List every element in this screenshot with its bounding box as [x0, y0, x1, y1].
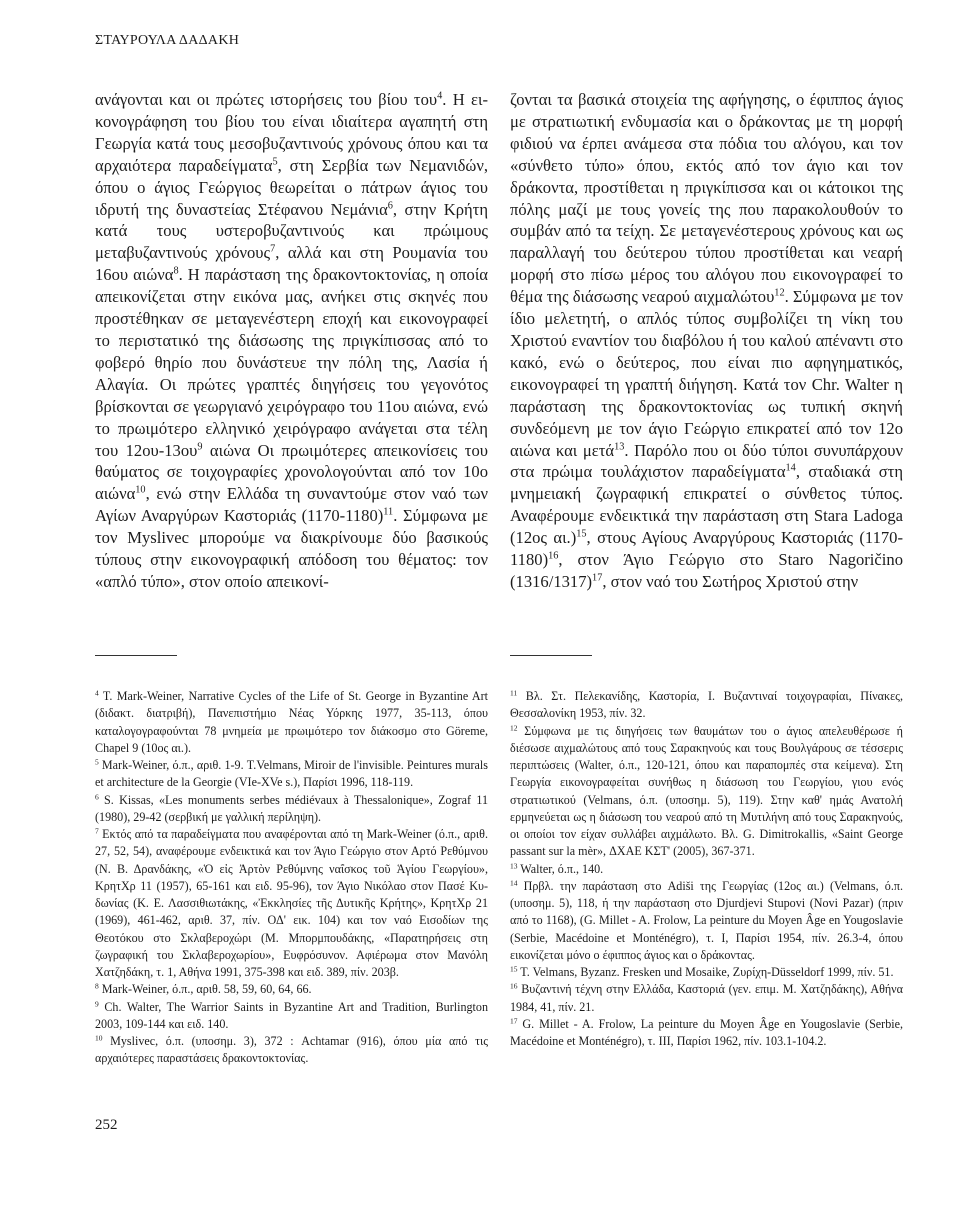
- footnote-number: 11: [510, 688, 518, 698]
- footnote-text: G. Millet - A. Frolow, La peinture du Moyen Âge en Yougoslavie (Serbie, Macédoine et Monténégro), τ. III, Παρίσι 1962, πίν. 103.1-104.2.: [510, 1016, 903, 1048]
- footnote-reference: 10: [135, 484, 146, 496]
- footnote-number: 14: [510, 878, 518, 888]
- footnote: [95, 757, 488, 792]
- body-paragraph: [510, 89, 903, 593]
- footnote-reference: 7: [270, 243, 276, 255]
- footnote: [510, 964, 903, 981]
- footnote: [510, 723, 903, 861]
- footnote-reference: 6: [387, 200, 393, 212]
- footnote: [510, 688, 903, 723]
- footnote: [510, 981, 903, 1016]
- footnote-text: Βυζαντινή τέχνη στην Ελλάδα, Καστοριά (γεν. επιμ. Μ. Χατζηδάκης), Αθήνα 1984, 41, πίν. 21.: [510, 982, 903, 1014]
- footnote-reference: 4: [437, 90, 443, 102]
- footnote-text: Βλ. Στ. Πελεκανίδης, Καστορία, Ι. Βυζαντιναί τοιχογραφίαι, Πίνακες, Θεσσαλονίκη 1953, πίν. 32.: [510, 689, 903, 721]
- footnote-number: 4: [95, 688, 99, 698]
- footnote-reference: 12: [774, 287, 785, 299]
- body-text: , στους Αγίους Αναργύρους Καστοριάς (1170-1180): [510, 528, 904, 570]
- body-text: . Η εικονογράφηση του βίου του είναι ιδιαίτερα αγαπητή στη Γεωργία κατά τους μεσοβυζαντινούς χρόνους όπου και τα αρχαιότερα παραδείγματα: [95, 90, 488, 175]
- footnote-text: T. Mark-Weiner, Narrative Cycles of the Life of St. George in Byzantine Art (διδακτ. διατριβή), Πανεπιστήμιο Νέας Υόρκης 1977, 35-113, όπου καταλογογραφούνται 78 μνημεία με πρωιμότερο τον διάκοσμο στο Göreme, Chapel 9 (10ος αι.).: [95, 689, 488, 755]
- footnote-reference: 11: [383, 506, 394, 518]
- footnote-rule-left: [95, 655, 177, 656]
- body-column-right: [510, 89, 903, 593]
- footnote-text: Walter, ό.π., 140.: [517, 861, 604, 876]
- footnote: [95, 981, 488, 998]
- body-text: αιώνα Οι πρωιμότερες απεικονίσεις του θαύματος σε τοιχογραφίες χρονολογούνται από τον 10ο αιώνα: [95, 440, 488, 504]
- body-text: , ενώ στην Ελλάδα τη συναντούμε στον ναό των Αγίων Αναργύρων Καστοριάς (1170-1180): [95, 484, 488, 526]
- footnote-reference: 15: [576, 528, 587, 540]
- footnote-number: 17: [510, 1016, 518, 1026]
- footnote-rule-right: [510, 655, 592, 656]
- footnote: [95, 688, 488, 757]
- footnote-text: T. Velmans, Byzanz. Fresken und Mosaike, Ζυρίχη-Düsseldorf 1999, πίν. 51.: [517, 965, 894, 979]
- body-text: , στον Άγιο Γεώργιο στο Staro Nagoričino (1316/1317): [510, 550, 903, 591]
- running-head: ΣΤΑΥΡΟΥΛΑ ΔΑΔΑΚΗ: [95, 33, 240, 48]
- footnote-number: 7: [95, 826, 99, 836]
- body-text: , στον ναό του Σωτήρος Χριστού στην: [602, 571, 859, 591]
- footnote-text: Mark-Weiner, ό.π., αριθ. 58, 59, 60, 64, 66.: [98, 982, 312, 997]
- footnote-reference: 13: [614, 441, 625, 453]
- body-text: , αλλά και στη Ρουμανία του 16ου αιώνα: [95, 243, 488, 285]
- footnote-number: 6: [95, 791, 99, 801]
- page-number: 252: [95, 1117, 118, 1133]
- body-text: . Παρόλο που οι δύο τύποι συνυπάρχουν στα πρώιμα τουλάχιστον παραδείγματα: [510, 440, 903, 482]
- footnote-reference: 5: [272, 156, 278, 168]
- footnote-number: 13: [510, 860, 518, 870]
- footnote-text: Εκτός από τα παραδείγματα που αναφέρονται από τη Mark-Weiner (ό.π., αριθ. 27, 52, 54), αναφέρουμε ενδεικτικά και τον Άγιο Γεώργιο στον Αρτό Ρεθύμνου (Ν. Β. Δρανδάκης, «Ὁ εἰς Ἀρτὸν Ρεθύμνης ναΐσκος τοῦ Ἁγίου Γεωργίου», ΚρητΧρ 11 (1957), 65-161 και ειδ. 95-96), τον Άγιο Νικόλαο στον Πασέ Κυδωνίας (Κ. Ε. Λασσιθιωτάκης, «Ἐκκλησίες τῆς Δυτικῆς Κρήτης», ΚρητΧρ 21 (1969), 461-462, αριθ. 37, πίν. ΟΔ' εικ. 104) και τον ναό Εισοδίων της Θεοτόκου στο Σκλαβεροχώρι (Μ. Μπορμπουδάκης, «Παρατηρήσεις στη ζωγραφική του Σκλαβεροχωρίου», Ευφρόσυνον. Αφιέρωμα στον Μανόλη Χατζηδάκη, τ. 1, Αθήνα 1991, 375-398 και ειδ. 389, πίν. 203β.: [95, 827, 488, 979]
- footnote-number: 12: [510, 722, 518, 732]
- body-column-left: [95, 89, 488, 593]
- footnote-reference: 16: [548, 550, 559, 562]
- body-text: .: [393, 506, 398, 526]
- footnote-number: 5: [95, 757, 99, 767]
- footnote: [95, 999, 488, 1034]
- footnotes-left: [95, 688, 488, 1068]
- body-text: . Σύμφωνα με τον ίδιο μελετητή, ο απλός τύπος συμβολίζει τη νίκη του Χριστού εναντίον του διαβόλου ή του καλού απέναντι στο κακό, ενώ ο δεύτερος, που είναι πιο αφηγηματικός, εικονογραφεί τη γραπτή διήγηση. Κατά τον Chr. Walter η παράσταση της δρακοντοκτονίας ως τυπική σκηνή συνδεόμενη με τον άγιο Γεώργιο επικρατεί από τον 12ο αιώνα και μετά: [510, 287, 903, 460]
- footnote-text: Ch. Walter, The Warrior Saints in Byzantine Art and Tradition, Burlington 2003, 109-144 και ειδ. 140.: [95, 999, 488, 1031]
- body-paragraph: [95, 89, 488, 593]
- body-text: Η παράσταση της δρακοντοκτονίας, η οποία απεικονίζεται στην εικόνα μας, ανήκει στις σκηνές που προστέθηκαν σε μεταγενέστερη εποχή και εικονογραφεί το περιστατικό της διάσωσης της πριγκίπισσας από το φοβερό θηρίο που δυνάστευε την πόλη της, Λασία ή Αλαγία. Οι πρώτες γραπτές διηγήσεις του γεγονότος βρίσκονται σε γεωργιανό χειρόγραφο του 11ου αιώνα, ενώ το πρωιμότερο ελληνικό χειρόγραφο ανάγεται στα τέλη του 12ου-13ου: [95, 265, 488, 460]
- body-text: ανάγονται και οι πρώτες ιστορήσεις του βίου του: [95, 90, 438, 109]
- footnote: [510, 1016, 903, 1051]
- footnote: [510, 861, 903, 878]
- footnote-number: 8: [95, 981, 99, 991]
- body-text: Σύμφωνα με τον Myslivec μπορούμε να διακρίνουμε δύο βασικούς τύπους στην εικονογραφική απόδοση του θέματος: τον «απλό τύπο», στον οποίο απεικονί-: [95, 506, 488, 591]
- footnote-text: Σύμφωνα με τις διηγήσεις των θαυμάτων του ο άγιος απελευθέρωσε ή διέσωσε αιχμαλώτους από τους Σαρακηνούς και τους Βουλγάρους σε τέσσερις περιπτώσεις (Walter, ό.π., 120-121, όπου και παραπομπές στα κείμενα). Στη Γεωργία εικονογραφείται συνήθως η διάσωση του Γεωργίου, γιου ενός στρατιωτικού (Velmans, ό.π. (υποσημ. 5), 119). Στην καθ' ημάς Ανατολή ερμηνεύεται ως η διάσωση του νεαρού από τη Μυτιλήνη από τους Σαρακηνούς, οι οποίοι τον είχαν συλλάβει αιχμάλωτο. Βλ. G. Dimitrokallis, «Saint George passant sur la mèr», ΔΧΑΕ ΚΣΤ' (2005), 367-371.: [510, 723, 903, 859]
- footnote: [95, 1033, 488, 1068]
- footnote: [95, 826, 488, 981]
- footnote: [510, 878, 903, 964]
- body-text: ζονται τα βασικά στοιχεία της αφήγησης, ο έφιππος άγιος με στρατιωτική ενδυμασία και ο δράκοντας με τη μορφή φιδιού να έρπει ανάμεσα στα πόδια του αλόγου, και τον «σύνθετο τύπο» όπου, εκτός από τον άγιο και τον δράκοντα, προστίθεται η πριγκίπισσα και οι κάτοικοι της πόλης μαζί με τους γονείς της που παρακολουθούν το συμβάν από τα τείχη. Σε μεταγενέστερους χρόνους και ως παραλλαγή του δεύτερου τύπου προστίθεται και νεαρή μορφή στο πίσω μέρος του αλόγου που εικονογραφεί το θέμα της διάσωσης νεαρού αιχμαλώτου: [510, 90, 903, 307]
- footnote-number: 10: [95, 1033, 103, 1043]
- body-text: , στην Κρήτη κατά τους υστεροβυζαντινούς και πρώιμους μεταβυζαντινούς χρόνους: [95, 199, 489, 263]
- footnote-text: Πρβλ. την παράσταση στο Adiši της Γεωργίας (12ος αι.) (Velmans, ό.π. (υποσημ. 5), 118, ή την παράσταση στο Djurdjevi Stupovi (Novi Pazar) (πριν από το 1168), (G. Millet - A. Frolow, La peinture du Moyen Âge en Yougoslavie (Serbie, Macédoine et Monténégro), τ. I, Παρίσι 1954, πίν. 26.3-4, όπου εικονίζεται μόνο ο έφιππος άγιος και ο δράκοντας.: [510, 878, 903, 962]
- footnote-number: 9: [95, 998, 99, 1008]
- footnote-number: 15: [510, 964, 518, 974]
- body-text: , στη Σερβία των Νεμανιδών, όπου ο άγιος Γεώργιος θεωρείται ο πάτρων άγιος του ιδρυτή της δυναστείας Στέφανου Νεμάνια: [95, 155, 488, 219]
- footnote-text: S. Kissas, «Les monuments serbes médiévaux à Thessalonique», Zograf 11 (1980), 29-42 (σερβική με γαλλική περίληψη).: [95, 792, 488, 824]
- footnote-number: 16: [510, 981, 518, 991]
- footnote-text: Myslivec, ό.π. (υποσημ. 3), 372 : Achtamar (916), όπου μία από τις αρχαιότερες παραστάσεις δρακοντοκτονίας.: [95, 1034, 488, 1066]
- footnote-reference: 14: [785, 463, 796, 475]
- footnote: [95, 792, 488, 827]
- body-text: .: [178, 265, 183, 285]
- footnote-reference: 9: [197, 441, 203, 453]
- body-text: , σταδιακά στη μνημειακή ζωγραφική επικρατεί ο σύνθετος τύπος. Αναφέρουμε ενδεικτικά την παράσταση στη Stara Ladoga (12ος αι.): [510, 462, 903, 548]
- footnotes-right: [510, 688, 903, 1050]
- footnote-reference: 8: [173, 265, 179, 277]
- footnote-reference: 17: [592, 572, 603, 584]
- footnote-text: Mark-Weiner, ό.π., αριθ. 1-9. T.Velmans, Miroir de l'invisible. Peintures murals et architecture de la Georgie (VIe-XVe s.), Παρίσι 1996, 118-119.: [95, 758, 488, 790]
